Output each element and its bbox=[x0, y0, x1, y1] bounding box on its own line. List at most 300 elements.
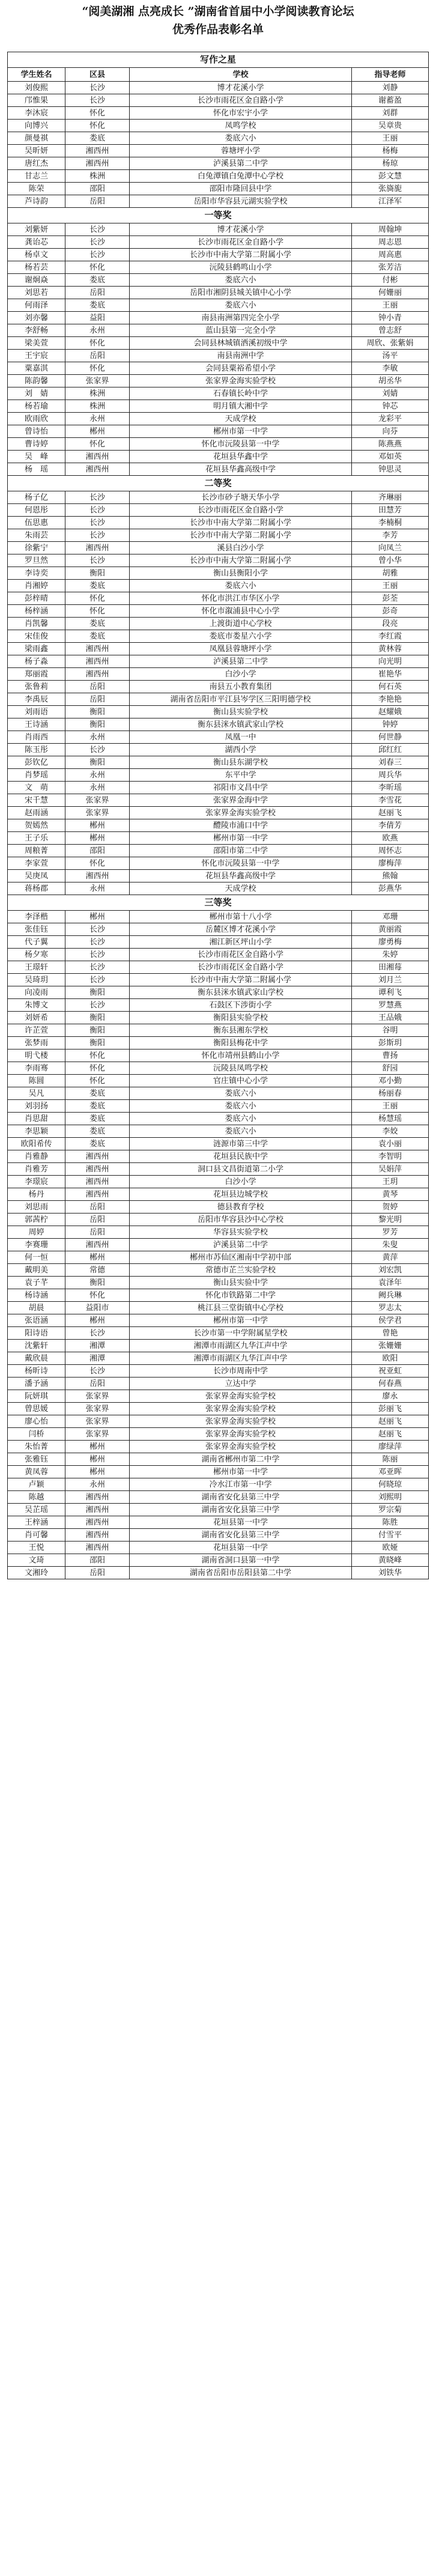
cell-advisor: 王丽 bbox=[352, 299, 429, 312]
cell-school: 天成学校 bbox=[130, 413, 352, 425]
cell-advisor: 舒园 bbox=[352, 1062, 429, 1075]
cell-district: 怀化 bbox=[65, 120, 130, 132]
cell-school: 长沙市雨花区金自路小学 bbox=[130, 94, 352, 107]
table-row bbox=[8, 400, 429, 413]
cell-advisor: 王玥 bbox=[352, 1176, 429, 1188]
cell-district: 怀化 bbox=[65, 605, 130, 618]
cell-student-name: 王子乐 bbox=[8, 832, 65, 845]
section-header-row bbox=[8, 476, 429, 491]
cell-district: 湘西州 bbox=[65, 870, 130, 882]
cell-district: 长沙 bbox=[65, 923, 130, 936]
cell-student-name: 李家萱 bbox=[8, 857, 65, 870]
table-row bbox=[8, 1113, 429, 1125]
cell-school: 湖南省郴州市第二中学 bbox=[130, 1453, 352, 1466]
cell-school: 天成学校 bbox=[130, 882, 352, 895]
cell-district: 怀化 bbox=[65, 1075, 130, 1087]
cell-school: 岳阳市华容县元湖实验学校 bbox=[130, 195, 352, 208]
table-row bbox=[8, 1390, 429, 1403]
cell-school: 娄底六小 bbox=[130, 580, 352, 592]
table-row bbox=[8, 630, 429, 643]
table-row bbox=[8, 1012, 429, 1024]
cell-advisor: 黄琴 bbox=[352, 1188, 429, 1201]
cell-district: 永州 bbox=[65, 782, 130, 794]
cell-advisor: 刘静 bbox=[352, 82, 429, 94]
cell-district: 湘潭 bbox=[65, 1352, 130, 1365]
cell-student-name: 李思颖 bbox=[8, 1125, 65, 1138]
cell-advisor: 何姗丽 bbox=[352, 287, 429, 299]
cell-district: 株洲 bbox=[65, 170, 130, 183]
cell-advisor: 汤平 bbox=[352, 350, 429, 362]
table-row bbox=[8, 157, 429, 170]
cell-advisor: 杨丽春 bbox=[352, 1087, 429, 1100]
cell-district: 衡阳 bbox=[65, 1012, 130, 1024]
cell-district: 怀化 bbox=[65, 1062, 130, 1075]
cell-district: 怀化 bbox=[65, 337, 130, 350]
table-row bbox=[8, 1441, 429, 1453]
cell-student-name: 代子翼 bbox=[8, 936, 65, 949]
cell-advisor: 钟思灵 bbox=[352, 463, 429, 476]
cell-district: 娄底 bbox=[65, 630, 130, 643]
table-row bbox=[8, 706, 429, 718]
cell-school: 花垣县边城学校 bbox=[130, 1188, 352, 1201]
cell-student-name: 宋佳俊 bbox=[8, 630, 65, 643]
cell-advisor: 邓珊 bbox=[352, 911, 429, 923]
cell-school: 湖南省安化县第三中学 bbox=[130, 1491, 352, 1504]
cell-school: 怀化市铁路第二中学 bbox=[130, 1289, 352, 1302]
cell-school: 长沙市第一中学附属星学校 bbox=[130, 1327, 352, 1340]
cell-student-name: 刘亦馨 bbox=[8, 312, 65, 324]
table-row bbox=[8, 618, 429, 630]
table-row bbox=[8, 592, 429, 605]
cell-district: 湘潭 bbox=[65, 1340, 130, 1352]
cell-advisor: 邓如英 bbox=[352, 451, 429, 463]
cell-advisor: 廖永 bbox=[352, 1390, 429, 1403]
cell-advisor: 曾艳 bbox=[352, 1327, 429, 1340]
cell-school: 长沙市雨花区金自路小学 bbox=[130, 504, 352, 517]
table-row bbox=[8, 1529, 429, 1542]
cell-school: 长沙市雨花区金自路小学 bbox=[130, 236, 352, 249]
cell-school: 花垣县第一中学 bbox=[130, 1516, 352, 1529]
table-row bbox=[8, 195, 429, 208]
cell-district: 湘西州 bbox=[65, 1163, 130, 1176]
cell-district: 郴州 bbox=[65, 1441, 130, 1453]
cell-advisor: 赵丽飞 bbox=[352, 1428, 429, 1441]
cell-school: 张家界金海实验学校 bbox=[130, 1403, 352, 1415]
cell-school: 上渡街道中心学校 bbox=[130, 618, 352, 630]
cell-school: 凤鸣学校 bbox=[130, 120, 352, 132]
cell-student-name: 罗旦然 bbox=[8, 554, 65, 567]
cell-advisor: 向芬 bbox=[352, 425, 429, 438]
table-row bbox=[8, 1352, 429, 1365]
cell-advisor: 周怀志 bbox=[352, 845, 429, 857]
table-row bbox=[8, 1340, 429, 1352]
cell-school: 衡山县实验中学 bbox=[130, 1277, 352, 1289]
cell-school: 凤凰县蓉塘坪小学 bbox=[130, 643, 352, 655]
cell-district: 娄底 bbox=[65, 1138, 130, 1150]
table-row bbox=[8, 529, 429, 542]
table-row bbox=[8, 1239, 429, 1251]
cell-student-name: 邝惟果 bbox=[8, 94, 65, 107]
table-row bbox=[8, 999, 429, 1012]
cell-school: 衡阳县梅花中学 bbox=[130, 1037, 352, 1050]
cell-student-name: 刘 婧 bbox=[8, 387, 65, 400]
cell-advisor: 龙彩平 bbox=[352, 413, 429, 425]
cell-advisor: 邓亚晖 bbox=[352, 1466, 429, 1478]
cell-school: 桃江县三堂街镇中心学校 bbox=[130, 1302, 352, 1314]
cell-school: 冷水江市第一中学 bbox=[130, 1478, 352, 1491]
cell-student-name: 王梓涵 bbox=[8, 1516, 65, 1529]
cell-advisor: 彭奇 bbox=[352, 605, 429, 618]
section-title: 写作之星 bbox=[8, 52, 429, 68]
cell-advisor: 王品娥 bbox=[352, 1012, 429, 1024]
cell-district: 怀化 bbox=[65, 362, 130, 375]
cell-district: 湘西州 bbox=[65, 1491, 130, 1504]
cell-advisor: 朱叟 bbox=[352, 1239, 429, 1251]
cell-district: 怀化 bbox=[65, 592, 130, 605]
cell-district: 郴州 bbox=[65, 1314, 130, 1327]
cell-advisor: 何晓琼 bbox=[352, 1478, 429, 1491]
cell-student-name: 王诗涵 bbox=[8, 718, 65, 731]
cell-district: 衡阳 bbox=[65, 1037, 130, 1050]
cell-student-name: 肖雨西 bbox=[8, 731, 65, 744]
table-row bbox=[8, 287, 429, 299]
cell-student-name: 文湘玲 bbox=[8, 1567, 65, 1579]
table-row bbox=[8, 974, 429, 986]
cell-district: 湘西州 bbox=[65, 655, 130, 668]
award-table bbox=[7, 52, 429, 1579]
cell-advisor: 欧阳 bbox=[352, 1352, 429, 1365]
cell-school: 蓉塘坪小学 bbox=[130, 145, 352, 157]
cell-school: 怀化市洪江市华区小学 bbox=[130, 592, 352, 605]
table-row bbox=[8, 1428, 429, 1441]
cell-school: 花垣县华鑫中学 bbox=[130, 451, 352, 463]
cell-district: 长沙 bbox=[65, 517, 130, 529]
cell-advisor: 周翰坤 bbox=[352, 223, 429, 236]
table-row bbox=[8, 1214, 429, 1226]
cell-district: 怀化 bbox=[65, 1289, 130, 1302]
table-row bbox=[8, 1150, 429, 1163]
cell-student-name: 何一恒 bbox=[8, 1251, 65, 1264]
cell-student-name: 龚诒芯 bbox=[8, 236, 65, 249]
table-row bbox=[8, 1050, 429, 1062]
table-row bbox=[8, 299, 429, 312]
cell-school: 湖西小学 bbox=[130, 744, 352, 756]
cell-advisor: 王丽 bbox=[352, 132, 429, 145]
table-row bbox=[8, 923, 429, 936]
cell-school: 岳麓区博才花溪小学 bbox=[130, 923, 352, 936]
cell-school: 华容县实验学校 bbox=[130, 1226, 352, 1239]
cell-district: 湘西州 bbox=[65, 1516, 130, 1529]
table-row bbox=[8, 949, 429, 961]
table-row bbox=[8, 362, 429, 375]
cell-school: 花垣县华鑫高级中学 bbox=[130, 870, 352, 882]
cell-school: 南县南洲中学 bbox=[130, 350, 352, 362]
cell-district: 衡阳 bbox=[65, 1024, 130, 1037]
cell-district: 湘西州 bbox=[65, 1542, 130, 1554]
cell-student-name: 何恩彤 bbox=[8, 504, 65, 517]
cell-advisor: 李智明 bbox=[352, 1150, 429, 1163]
cell-student-name: 向凌雨 bbox=[8, 986, 65, 999]
cell-advisor: 李姣 bbox=[352, 1125, 429, 1138]
cell-student-name: 文 萌 bbox=[8, 782, 65, 794]
cell-district: 张家界 bbox=[65, 1428, 130, 1441]
cell-student-name: 吴琦玥 bbox=[8, 974, 65, 986]
cell-district: 株洲 bbox=[65, 400, 130, 413]
table-row bbox=[8, 312, 429, 324]
cell-school: 会同县粟裕希望小学 bbox=[130, 362, 352, 375]
cell-student-name: 郭茜柠 bbox=[8, 1214, 65, 1226]
cell-advisor: 周兵华 bbox=[352, 769, 429, 782]
cell-advisor: 廖梅萍 bbox=[352, 857, 429, 870]
cell-district: 娄底 bbox=[65, 1100, 130, 1113]
cell-school: 郴州市第一中学 bbox=[130, 425, 352, 438]
column-header-school: 学校 bbox=[130, 68, 352, 82]
cell-district: 常德 bbox=[65, 1264, 130, 1277]
cell-student-name: 张语涵 bbox=[8, 1314, 65, 1327]
cell-district: 邵阳 bbox=[65, 183, 130, 195]
cell-student-name: 陈越 bbox=[8, 1491, 65, 1504]
table-row bbox=[8, 1289, 429, 1302]
cell-district: 益阳 bbox=[65, 312, 130, 324]
cell-district: 长沙 bbox=[65, 236, 130, 249]
cell-student-name: 粟嘉淇 bbox=[8, 362, 65, 375]
cell-student-name: 张梦雨 bbox=[8, 1037, 65, 1050]
cell-school: 白沙小学 bbox=[130, 668, 352, 681]
cell-district: 长沙 bbox=[65, 554, 130, 567]
cell-district: 娄底 bbox=[65, 1087, 130, 1100]
table-row bbox=[8, 324, 429, 337]
table-row bbox=[8, 132, 429, 145]
cell-student-name: 李禹辰 bbox=[8, 693, 65, 706]
cell-district: 岳阳 bbox=[65, 1226, 130, 1239]
cell-student-name: 徐紫宁 bbox=[8, 542, 65, 554]
cell-district: 岳阳 bbox=[65, 1567, 130, 1579]
table-row bbox=[8, 605, 429, 618]
table-row bbox=[8, 1176, 429, 1188]
cell-advisor: 罗志太 bbox=[352, 1302, 429, 1314]
cell-school: 沅陵县凤鸣学校 bbox=[130, 1062, 352, 1075]
table-row bbox=[8, 782, 429, 794]
cell-school: 怀化市沅陵县第一中学 bbox=[130, 438, 352, 451]
cell-school: 邵阳市第二中学 bbox=[130, 845, 352, 857]
cell-school: 长沙市中南大学第二附属小学 bbox=[130, 554, 352, 567]
cell-student-name: 刘雨语 bbox=[8, 706, 65, 718]
cell-student-name: 肖雅芳 bbox=[8, 1163, 65, 1176]
table-row bbox=[8, 1075, 429, 1087]
table-row bbox=[8, 807, 429, 819]
cell-district: 湘西州 bbox=[65, 451, 130, 463]
cell-advisor: 张旖旎 bbox=[352, 183, 429, 195]
cell-district: 岳阳 bbox=[65, 1214, 130, 1226]
table-row bbox=[8, 337, 429, 350]
cell-district: 长沙 bbox=[65, 82, 130, 94]
cell-student-name: 梁美萱 bbox=[8, 337, 65, 350]
cell-school: 娄底六小 bbox=[130, 1087, 352, 1100]
cell-district: 长沙 bbox=[65, 999, 130, 1012]
cell-district: 湘西州 bbox=[65, 643, 130, 655]
cell-school: 怀化市溆浦县中心小学 bbox=[130, 605, 352, 618]
cell-student-name: 郑丽霞 bbox=[8, 668, 65, 681]
cell-student-name: 曹诗婷 bbox=[8, 438, 65, 451]
table-row bbox=[8, 1554, 429, 1567]
cell-school: 长沙市中南大学第二附属小学 bbox=[130, 529, 352, 542]
section-title: 一等奖 bbox=[8, 208, 429, 223]
table-row bbox=[8, 718, 429, 731]
cell-district: 衡阳 bbox=[65, 706, 130, 718]
cell-student-name: 何雨泽 bbox=[8, 299, 65, 312]
table-row bbox=[8, 170, 429, 183]
cell-advisor: 田慧芳 bbox=[352, 504, 429, 517]
cell-district: 娄底 bbox=[65, 618, 130, 630]
cell-advisor: 袁泽年 bbox=[352, 1277, 429, 1289]
cell-district: 娄底 bbox=[65, 132, 130, 145]
cell-advisor: 周欣、张紫娟 bbox=[352, 337, 429, 350]
table-row bbox=[8, 82, 429, 94]
table-row bbox=[8, 236, 429, 249]
cell-student-name: 杨昕诗 bbox=[8, 1365, 65, 1378]
cell-advisor: 胡雅 bbox=[352, 567, 429, 580]
cell-district: 永州 bbox=[65, 882, 130, 895]
cell-school: 湖南省岳阳市岳阳县第二中学 bbox=[130, 1567, 352, 1579]
cell-student-name: 王璟轩 bbox=[8, 961, 65, 974]
cell-student-name: 陈韵馨 bbox=[8, 375, 65, 387]
cell-student-name: 张佳钰 bbox=[8, 923, 65, 936]
cell-advisor: 欧燕 bbox=[352, 832, 429, 845]
cell-student-name: 阮妍琪 bbox=[8, 1390, 65, 1403]
cell-school: 祁阳市文昌中学 bbox=[130, 782, 352, 794]
cell-district: 岳阳 bbox=[65, 681, 130, 693]
cell-student-name: 王悦 bbox=[8, 1542, 65, 1554]
cell-advisor: 王丽 bbox=[352, 1100, 429, 1113]
cell-student-name: 刘妍希 bbox=[8, 1012, 65, 1024]
table-row bbox=[8, 1491, 429, 1504]
table-row bbox=[8, 425, 429, 438]
table-row bbox=[8, 1365, 429, 1378]
table-row bbox=[8, 145, 429, 157]
section-title: 三等奖 bbox=[8, 895, 429, 911]
cell-student-name: 吴昕妍 bbox=[8, 145, 65, 157]
cell-student-name: 杨子淼 bbox=[8, 655, 65, 668]
cell-student-name: 李赛珊 bbox=[8, 1239, 65, 1251]
cell-student-name: 杨丹 bbox=[8, 1188, 65, 1201]
cell-district: 怀化 bbox=[65, 438, 130, 451]
cell-district: 永州 bbox=[65, 413, 130, 425]
table-row bbox=[8, 580, 429, 592]
cell-district: 怀化 bbox=[65, 857, 130, 870]
cell-school: 怀化市沅陵县第一中学 bbox=[130, 857, 352, 870]
cell-school: 长沙市中南大学第二附属小学 bbox=[130, 249, 352, 261]
cell-student-name: 曾诗怡 bbox=[8, 425, 65, 438]
cell-advisor: 彭斯玥 bbox=[352, 1037, 429, 1050]
cell-student-name: 向博兴 bbox=[8, 120, 65, 132]
cell-school: 张家界金海实验学校 bbox=[130, 1441, 352, 1453]
column-header-row bbox=[8, 68, 429, 82]
award-table-body bbox=[8, 52, 429, 1579]
cell-school: 张家界金海实验学校 bbox=[130, 375, 352, 387]
cell-advisor: 钟婷 bbox=[352, 718, 429, 731]
cell-school: 邵阳市隆回县中学 bbox=[130, 183, 352, 195]
cell-school: 郴州市第十八小学 bbox=[130, 911, 352, 923]
table-row bbox=[8, 223, 429, 236]
cell-advisor: 熊翰 bbox=[352, 870, 429, 882]
cell-school: 郴州市第一中学 bbox=[130, 1314, 352, 1327]
table-row bbox=[8, 668, 429, 681]
cell-district: 长沙 bbox=[65, 529, 130, 542]
title-line-1: “阅美湖湘 点亮成长 ”湖南省首届中小学阅读教育论坛 bbox=[82, 5, 354, 18]
cell-district: 湘西州 bbox=[65, 1239, 130, 1251]
cell-student-name: 周婷 bbox=[8, 1226, 65, 1239]
table-row bbox=[8, 857, 429, 870]
cell-district: 娄底 bbox=[65, 299, 130, 312]
cell-student-name: 颜曼祺 bbox=[8, 132, 65, 145]
cell-school: 张家界金海实验学校 bbox=[130, 1390, 352, 1403]
section-title: 二等奖 bbox=[8, 476, 429, 491]
cell-district: 长沙 bbox=[65, 491, 130, 504]
cell-advisor: 黄晓峰 bbox=[352, 1554, 429, 1567]
cell-advisor: 杨慧瑶 bbox=[352, 1113, 429, 1125]
cell-advisor: 李昕瑶 bbox=[352, 782, 429, 794]
section-header-row bbox=[8, 52, 429, 68]
cell-student-name: 吴 峰 bbox=[8, 451, 65, 463]
cell-advisor: 刘月兰 bbox=[352, 974, 429, 986]
cell-school: 张家界金海实验学校 bbox=[130, 807, 352, 819]
table-row bbox=[8, 542, 429, 554]
cell-student-name: 李诗奕 bbox=[8, 567, 65, 580]
cell-school: 醴陵市浦口中学 bbox=[130, 819, 352, 832]
cell-school: 花垣县第一中学 bbox=[130, 1542, 352, 1554]
cell-student-name: 张鲁莉 bbox=[8, 681, 65, 693]
cell-school: 沅陵县鹤鸣山小学 bbox=[130, 261, 352, 274]
cell-student-name: 陈荣 bbox=[8, 183, 65, 195]
cell-student-name: 戴欣晨 bbox=[8, 1352, 65, 1365]
table-row bbox=[8, 554, 429, 567]
cell-student-name: 杨子亿 bbox=[8, 491, 65, 504]
cell-advisor: 李芳 bbox=[352, 529, 429, 542]
table-row bbox=[8, 1327, 429, 1340]
cell-school: 张家界金海实验学校 bbox=[130, 1415, 352, 1428]
cell-school: 石鼓区下涉街小学 bbox=[130, 999, 352, 1012]
cell-district: 湘西州 bbox=[65, 157, 130, 170]
cell-advisor: 朱婷 bbox=[352, 949, 429, 961]
table-row bbox=[8, 1163, 429, 1176]
table-row bbox=[8, 961, 429, 974]
table-row bbox=[8, 1037, 429, 1050]
cell-advisor: 侯学君 bbox=[352, 1314, 429, 1327]
cell-school: 湖南省洞口县第一中学 bbox=[130, 1554, 352, 1567]
table-row bbox=[8, 819, 429, 832]
cell-student-name: 杨夕寒 bbox=[8, 949, 65, 961]
table-row bbox=[8, 387, 429, 400]
cell-advisor: 李楠桐 bbox=[352, 517, 429, 529]
cell-district: 郴州 bbox=[65, 1453, 130, 1466]
cell-school: 花垣县华鑫高级中学 bbox=[130, 463, 352, 476]
cell-student-name: 肖思甜 bbox=[8, 1113, 65, 1125]
cell-district: 张家界 bbox=[65, 794, 130, 807]
table-row bbox=[8, 1100, 429, 1113]
table-row bbox=[8, 1314, 429, 1327]
cell-district: 长沙 bbox=[65, 1365, 130, 1378]
cell-school: 衡东县洣水镇武家山学校 bbox=[130, 718, 352, 731]
cell-school: 立达中学 bbox=[130, 1378, 352, 1390]
table-row bbox=[8, 94, 429, 107]
cell-student-name: 杨 瑶 bbox=[8, 463, 65, 476]
cell-student-name: 刘羽扬 bbox=[8, 1100, 65, 1113]
table-row bbox=[8, 986, 429, 999]
cell-advisor: 赵丽飞 bbox=[352, 1415, 429, 1428]
cell-student-name: 肖梦瑶 bbox=[8, 769, 65, 782]
cell-school: 娄底六小 bbox=[130, 299, 352, 312]
cell-advisor: 黄林蓉 bbox=[352, 643, 429, 655]
